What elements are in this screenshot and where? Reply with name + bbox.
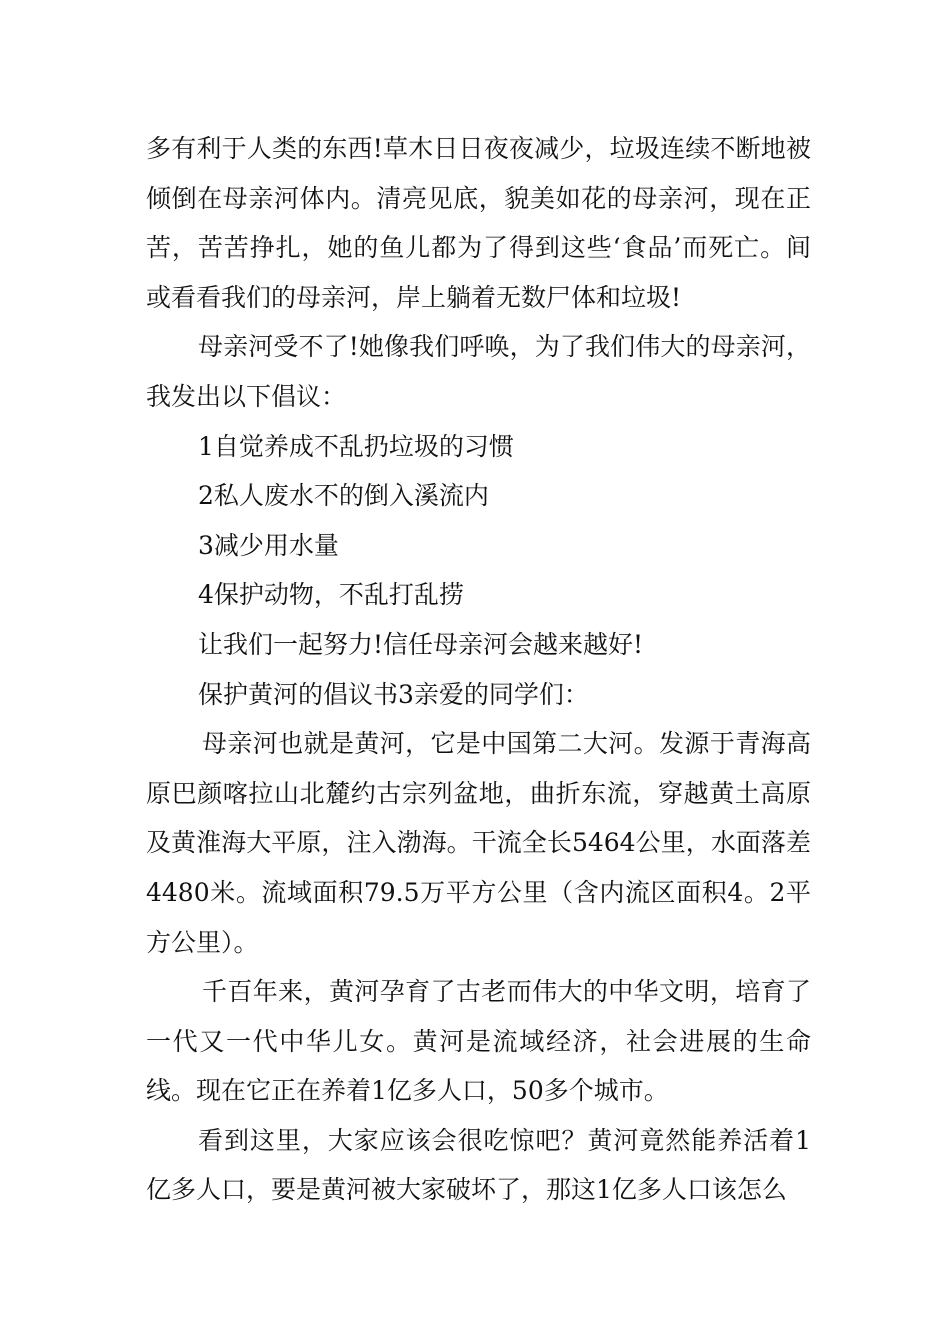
body-text xyxy=(146,124,811,1215)
paragraph-yellow-river-facts: 母亲河也就是黄河，它是中国第二大河。发源于青海高原巴颜喀拉山北麓约古宗列盆地，曲折东流，穿越黄土高原及黄淮海大平原，注入渤海。干流全长5464公里，水面落差4480米。流域面积79.5万平方公里（含内流区面积4。2平方公里）。 xyxy=(146,729,811,957)
proposal-item-4: 4保护动物，不乱打乱捞 xyxy=(198,580,464,610)
proposal-item-3: 3减少用水量 xyxy=(198,530,339,560)
paragraph-civilization: 千百年来，黄河孕育了古老而伟大的中华文明，培育了一代又一代中华儿女。黄河是流域经济，社会进展的生命线。现在它正在养着1亿多人口，50多个城市。 xyxy=(146,977,811,1106)
proposal-item-1: 1自觉养成不乱扔垃圾的习惯 xyxy=(198,431,514,461)
paragraph-question: 看到这里，大家应该会很吃惊吧？黄河竟然能养活着1亿多人口，要是黄河被大家破坏了，那这1亿多人口该怎么 xyxy=(146,1125,811,1205)
proposal-item-2: 2私人废水不的倒入溪流内 xyxy=(198,481,489,511)
paragraph-appeal: 母亲河受不了!她像我们呼唤，为了我们伟大的母亲河，我发出以下倡议： xyxy=(146,332,811,411)
paragraph-closing: 让我们一起努力!信任母亲河会越来越好! xyxy=(198,629,644,659)
section-heading: 保护黄河的倡议书3亲爱的同学们： xyxy=(198,679,589,709)
paragraph-intro: 多有利于人类的东西!草木日日夜夜减少，垃圾连续不断地被倾倒在母亲河体内。清亮见底，貌美如花的母亲河，现在正苦，苦苦挣扎，她的鱼儿都为了得到这些‘食品’而死亡。间或看看我们的母亲河，岸上躺着无数尸体和垃圾! xyxy=(146,134,811,312)
